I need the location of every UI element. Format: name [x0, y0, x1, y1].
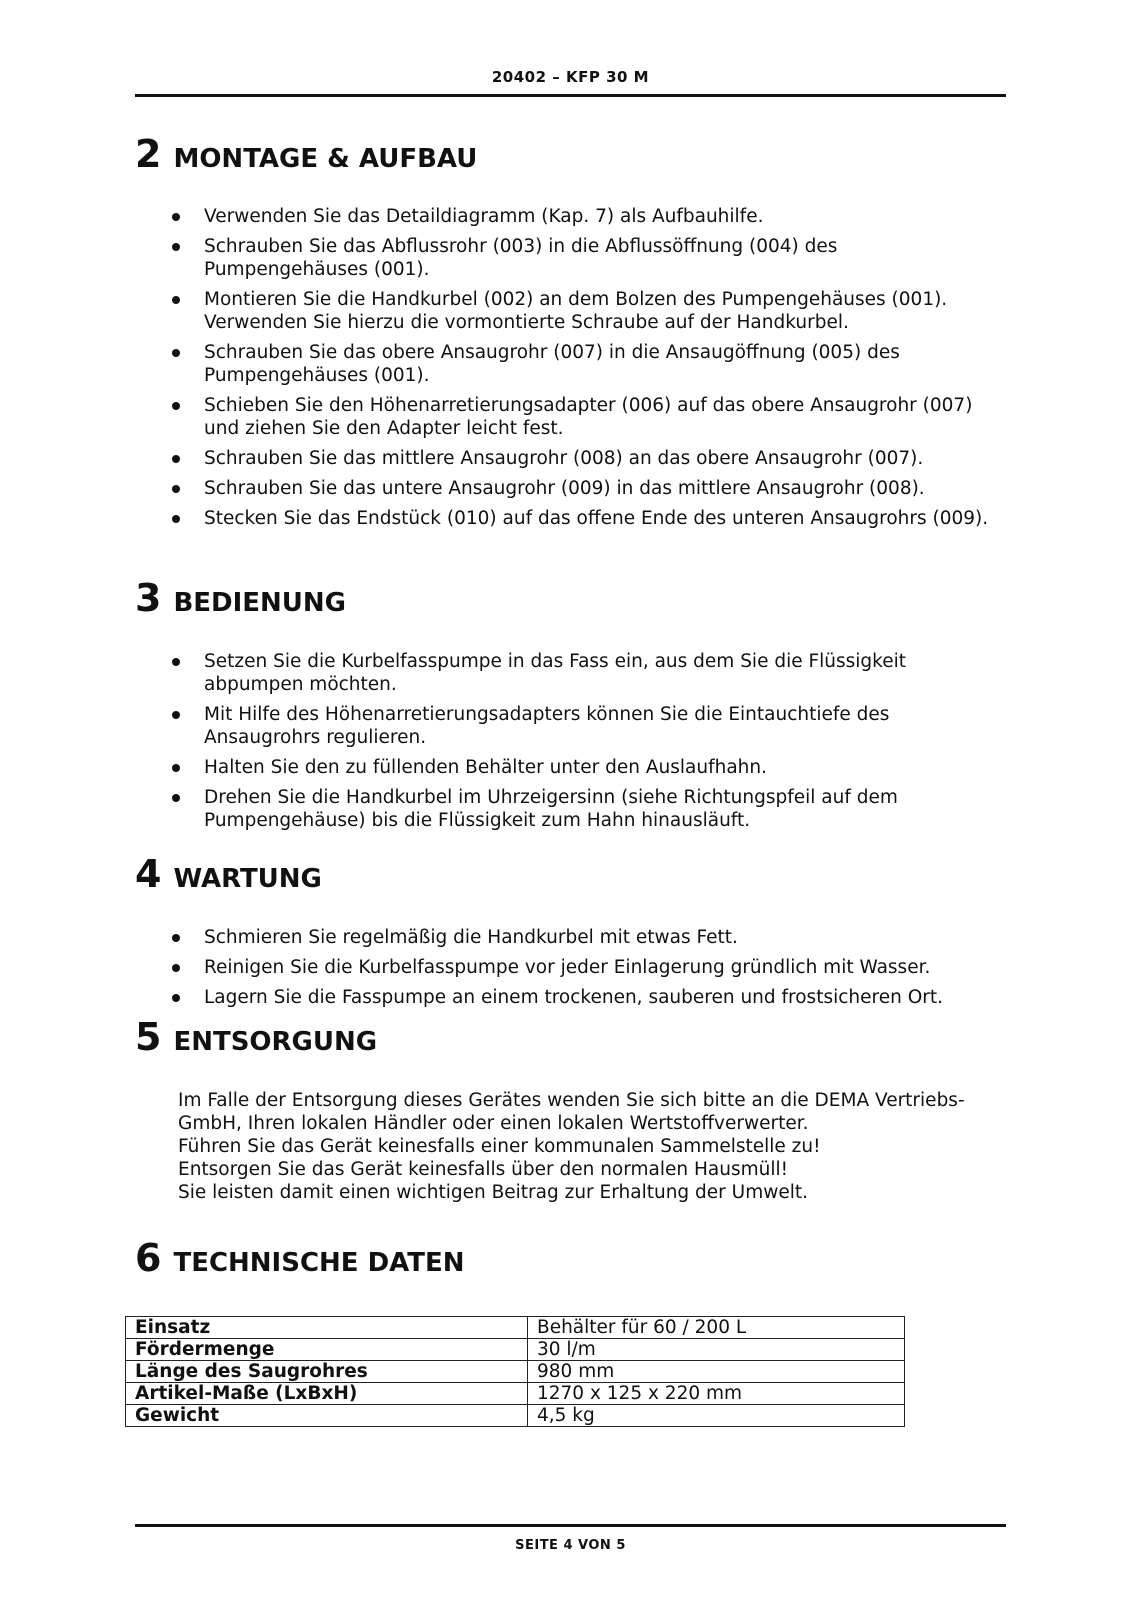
- list-item: [172, 394, 1002, 440]
- list-item-text: Stecken Sie das Endstück (010) auf das offene Ende des unteren Ansaugrohrs (009).: [204, 508, 989, 529]
- bullet-icon: [172, 764, 180, 772]
- section-number: 4: [135, 852, 162, 896]
- list-item: [172, 703, 1002, 749]
- list-item-text: Montieren Sie die Handkurbel (002) an dem Bolzen des Pumpengehäuses (001). Verwenden Sie hierzu die vormontierte Schraube auf der Handkurbel.: [204, 289, 948, 333]
- paragraph-line: Sie leisten damit einen wichtigen Beitrag zur Erhaltung der Umwelt.: [178, 1182, 809, 1203]
- spec-label: Fördermenge: [126, 1339, 528, 1361]
- bullet-icon: [172, 243, 180, 251]
- list-item-text: Schieben Sie den Höhenarretierungsadapter (006) auf das obere Ansaugrohr (007) und ziehen Sie den Adapter leicht fest.: [204, 395, 973, 439]
- bullet-icon: [172, 934, 180, 942]
- list-item: [172, 288, 1002, 334]
- list-item-text: Halten Sie den zu füllenden Behälter unter den Auslaufhahn.: [204, 757, 768, 778]
- bullet-icon: [172, 402, 180, 410]
- list-item: [172, 235, 1002, 281]
- spec-value: Behälter für 60 / 200 L: [528, 1317, 905, 1339]
- bullet-icon: [172, 711, 180, 719]
- montage-list: [172, 205, 1002, 537]
- spec-value: 1270 x 125 x 220 mm: [528, 1383, 905, 1405]
- bullet-icon: [172, 485, 180, 493]
- section-heading-montage: [135, 132, 477, 176]
- spec-value: 30 l/m: [528, 1339, 905, 1361]
- bullet-icon: [172, 213, 180, 221]
- section-heading-wartung: [135, 852, 322, 896]
- spec-label: Gewicht: [126, 1405, 528, 1427]
- list-item: [172, 507, 1002, 530]
- section-heading-technische-daten: [135, 1236, 465, 1280]
- table-row: [126, 1361, 905, 1383]
- list-item-text: Lagern Sie die Fasspumpe an einem trockenen, sauberen und frostsicheren Ort.: [204, 987, 943, 1008]
- list-item: [172, 756, 1002, 779]
- section-heading-bedienung: [135, 576, 346, 620]
- list-item: [172, 650, 1002, 696]
- list-item-text: Schrauben Sie das untere Ansaugrohr (009) in das mittlere Ansaugrohr (008).: [204, 478, 925, 499]
- list-item-text: Schrauben Sie das Abflussrohr (003) in die Abflussöffnung (004) des Pumpengehäuses (001).: [204, 236, 838, 280]
- list-item-text: Schmieren Sie regelmäßig die Handkurbel mit etwas Fett.: [204, 927, 738, 948]
- section-number: 3: [135, 576, 162, 620]
- bullet-icon: [172, 794, 180, 802]
- table-row: [126, 1317, 905, 1339]
- spec-label: Länge des Saugrohres: [126, 1361, 528, 1383]
- list-item: [172, 205, 1002, 228]
- list-item-text: Drehen Sie die Handkurbel im Uhrzeigersinn (siehe Richtungspfeil auf dem Pumpengehäuse) bis die Flüssigkeit zum Hahn hinausläuft.: [204, 787, 898, 831]
- section-title: ENTSORGUNG: [173, 1027, 378, 1057]
- section-number: 2: [135, 132, 162, 176]
- section-title: WARTUNG: [173, 864, 322, 894]
- section-title: BEDIENUNG: [173, 588, 347, 618]
- section-heading-entsorgung: [135, 1015, 377, 1059]
- list-item-text: Reinigen Sie die Kurbelfasspumpe vor jeder Einlagerung gründlich mit Wasser.: [204, 957, 931, 978]
- list-item-text: Mit Hilfe des Höhenarretierungsadapters können Sie die Eintauchtiefe des Ansaugrohrs regulieren.: [204, 704, 890, 748]
- specs-table: [125, 1316, 905, 1427]
- bullet-icon: [172, 349, 180, 357]
- paragraph-line: Entsorgen Sie das Gerät keinesfalls über den normalen Hausmüll!: [178, 1159, 789, 1180]
- paragraph-line: GmbH, Ihren lokalen Händler oder einen lokalen Wertstoffverwerter.: [178, 1113, 809, 1134]
- list-item-text: Schrauben Sie das obere Ansaugrohr (007) in die Ansaugöffnung (005) des Pumpengehäuses (001).: [204, 342, 900, 386]
- bullet-icon: [172, 658, 180, 666]
- section-number: 6: [135, 1236, 162, 1280]
- list-item-text: Setzen Sie die Kurbelfasspumpe in das Fass ein, aus dem Sie die Flüssigkeit abpumpen möchten.: [204, 651, 906, 695]
- bullet-icon: [172, 296, 180, 304]
- section-number: 5: [135, 1015, 162, 1059]
- table-row: [126, 1339, 905, 1361]
- table-row: [126, 1405, 905, 1427]
- wartung-list: [172, 926, 1002, 1016]
- bullet-icon: [172, 964, 180, 972]
- section-title: TECHNISCHE DATEN: [173, 1248, 465, 1278]
- list-item-text: Verwenden Sie das Detaildiagramm (Kap. 7) als Aufbauhilfe.: [204, 206, 764, 227]
- list-item-text: Schrauben Sie das mittlere Ansaugrohr (008) an das obere Ansaugrohr (007).: [204, 448, 924, 469]
- spec-label: Artikel-Maße (LxBxH): [126, 1383, 528, 1405]
- section-title: MONTAGE & AUFBAU: [173, 144, 478, 174]
- spec-value: 4,5 kg: [528, 1405, 905, 1427]
- bullet-icon: [172, 455, 180, 463]
- entsorgung-paragraph: [178, 1089, 1008, 1204]
- bullet-icon: [172, 994, 180, 1002]
- list-item: [172, 447, 1002, 470]
- page-footer: SEITE 4 VON 5: [515, 1538, 626, 1553]
- bullet-icon: [172, 515, 180, 523]
- list-item: [172, 786, 1002, 832]
- list-item: [172, 956, 1002, 979]
- table-row: [126, 1383, 905, 1405]
- list-item: [172, 986, 1002, 1009]
- header-rule: [135, 94, 1006, 97]
- page-header: 20402 – KFP 30 M: [491, 68, 650, 86]
- spec-label: Einsatz: [126, 1317, 528, 1339]
- spec-value: 980 mm: [528, 1361, 905, 1383]
- list-item: [172, 926, 1002, 949]
- list-item: [172, 477, 1002, 500]
- paragraph-line: Im Falle der Entsorgung dieses Gerätes wenden Sie sich bitte an die DEMA Vertriebs-: [178, 1090, 965, 1111]
- paragraph-line: Führen Sie das Gerät keinesfalls einer kommunalen Sammelstelle zu!: [178, 1136, 821, 1157]
- list-item: [172, 341, 1002, 387]
- footer-rule: [135, 1524, 1006, 1527]
- bedienung-list: [172, 650, 1002, 839]
